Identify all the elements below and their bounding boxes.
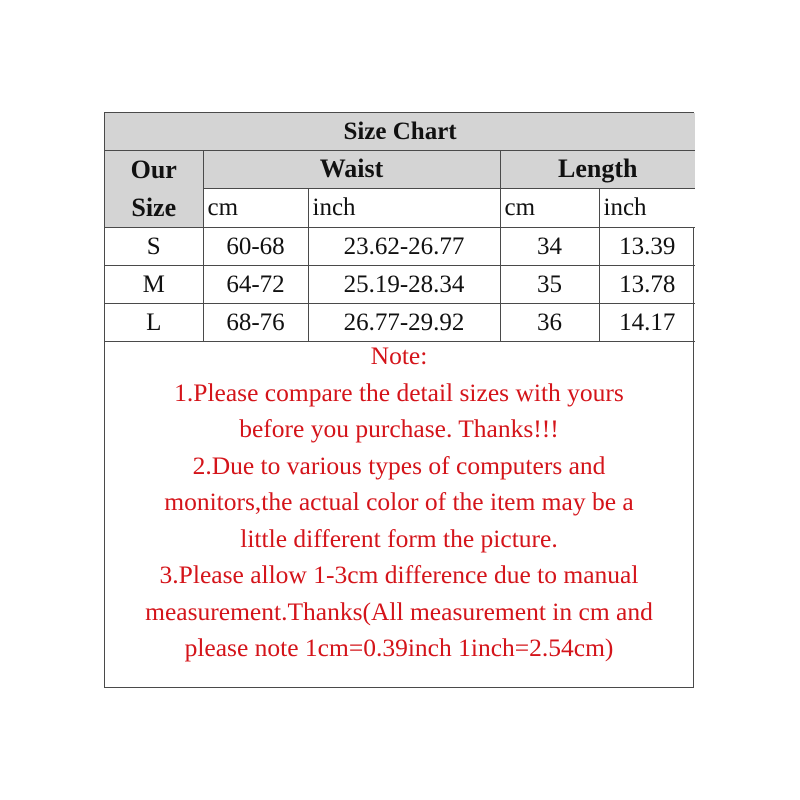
our-size-line2: Size — [131, 193, 177, 222]
length-cm-cell: 36 — [500, 304, 599, 342]
table-row — [105, 266, 695, 304]
note-line: 3.Please allow 1-3cm difference due to manual — [159, 560, 639, 589]
waist-cm-cell: 64-72 — [203, 266, 308, 304]
note-line: 1.Please compare the detail sizes with yours — [174, 377, 624, 407]
note-block — [105, 338, 693, 667]
table-row — [105, 228, 695, 266]
our-size-line1: Our — [130, 155, 177, 184]
waist-cm-cell: 60-68 — [203, 228, 308, 266]
our-size-header — [105, 151, 203, 228]
note-line: before you purchase. Thanks!!! — [239, 414, 559, 443]
chart-title: Size Chart — [105, 113, 695, 151]
note-line: please note 1cm=0.39inch 1inch=2.54cm) — [184, 633, 614, 662]
length-header: Length — [500, 151, 695, 189]
waist-cm-header: cm — [203, 188, 308, 227]
size-chart — [104, 112, 694, 688]
waist-inch-cell: 26.77-29.92 — [308, 304, 500, 342]
length-inch-cell: 13.39 — [599, 228, 695, 266]
size-cell: M — [105, 266, 203, 304]
title-row — [105, 113, 695, 151]
note-line: measurement.Thanks(All measurement in cm and — [145, 596, 653, 626]
note-line: Note: — [370, 341, 428, 370]
note-line: 2.Due to various types of computers and — [192, 450, 606, 480]
length-inch-cell: 14.17 — [599, 304, 695, 342]
note-line: little different form the picture. — [240, 523, 558, 553]
table-row — [105, 304, 695, 342]
size-cell: S — [105, 228, 203, 266]
waist-header: Waist — [203, 151, 500, 189]
note-line: monitors,the actual color of the item may be a — [164, 487, 634, 516]
waist-inch-cell: 25.19-28.34 — [308, 266, 500, 304]
length-cm-header: cm — [500, 188, 599, 227]
group-header-row — [105, 151, 695, 189]
length-cm-cell: 34 — [500, 228, 599, 266]
waist-cm-cell: 68-76 — [203, 304, 308, 342]
length-cm-cell: 35 — [500, 266, 599, 304]
waist-inch-cell: 23.62-26.77 — [308, 228, 500, 266]
size-table — [105, 113, 695, 342]
length-inch-cell: 13.78 — [599, 266, 695, 304]
size-cell: L — [105, 304, 203, 342]
length-inch-header: inch — [599, 188, 695, 227]
waist-inch-header: inch — [308, 188, 500, 227]
